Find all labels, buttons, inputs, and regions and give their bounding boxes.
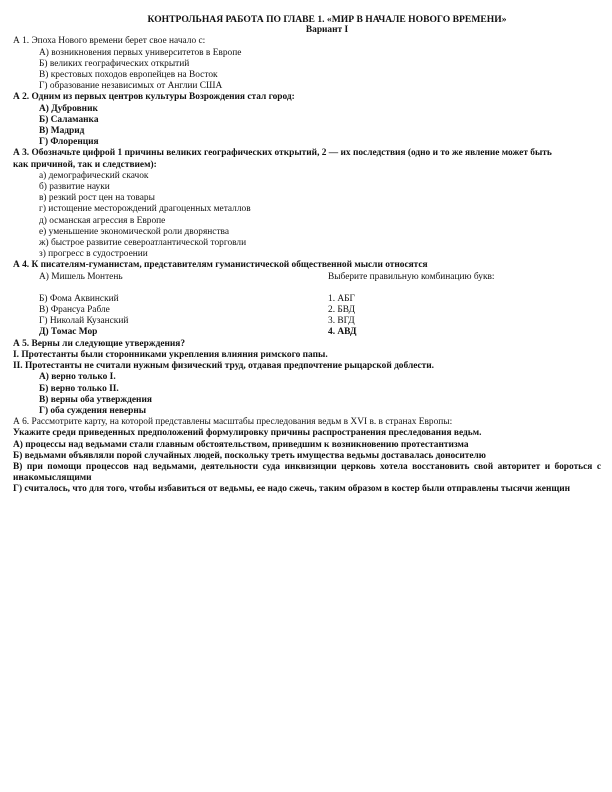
question-a3: [13, 148, 601, 260]
statement-1: I. Протестанты были сторонниками укрепления влияния римского папы.: [13, 349, 328, 360]
answer-option: е) уменьшение экономической роли дворянства: [39, 226, 230, 237]
question-a4-row: [13, 294, 601, 305]
answer-option: В) Франсуа Рабле: [39, 305, 110, 316]
worksheet-page: [13, 14, 601, 496]
answer-option: В) верны оба утверждения: [39, 394, 152, 405]
answer-option: а) демографический скачок: [39, 170, 149, 181]
question-a3-text-line1: А 3. Обозначьте цифрой 1 причины великих географических открытий, 2 — их последствия (одно и то же явление может быть: [13, 148, 552, 159]
question-a4-row: [13, 305, 601, 316]
answer-option: В) крестовых походов европейцев на Восток: [39, 70, 218, 81]
answer-option: Б) ведьмами объявляли порой случайных людей, поскольку треть имущества ведьмы доставалась доносителю: [13, 450, 486, 461]
question-a6: [13, 417, 601, 495]
question-a2: [13, 92, 601, 148]
question-a5-text: А 5. Верны ли следующие утверждения?: [13, 338, 186, 349]
question-a4-text: А 4. К писателям-гуманистам, представителям гуманистической общественной мысли относятся: [13, 260, 428, 271]
question-a2-text: А 2. Одним из первых центров культуры Возрождения стал город:: [13, 92, 295, 103]
answer-option: Г) оба суждения неверны: [39, 405, 147, 416]
answer-option: Б) Фома Аквинский: [39, 293, 119, 304]
answer-option: д) османская агрессия в Европе: [39, 215, 166, 226]
blank-line: [13, 283, 601, 294]
answer-option: Г) считалось, что для того, чтобы избавиться от ведьмы, ее надо сжечь, таким образом в костер были отправлены тысячи женщин: [13, 484, 571, 495]
answer-option: Б) верно только II.: [39, 383, 119, 394]
answer-option: А) верно только I.: [39, 372, 116, 383]
question-a4-row: [13, 316, 601, 327]
answer-option: Г) Флоренция: [39, 137, 99, 148]
answer-option: А) Дубровник: [39, 103, 98, 114]
question-a4: [13, 260, 601, 338]
answer-option: Г) Николай Кузанский: [39, 316, 129, 327]
combination-option: 1. АБГ: [328, 293, 355, 304]
answer-option: А) возникновения первых университетов в Европе: [39, 47, 242, 58]
page-title: КОНТРОЛЬНАЯ РАБОТА ПО ГЛАВЕ 1. «МИР В НАЧАЛЕ НОВОГО ВРЕМЕНИ»: [147, 14, 507, 25]
answer-option: б) развитие науки: [39, 182, 110, 193]
answer-option: Б) великих географических открытий: [39, 58, 190, 69]
answer-option: ж) быстрое развитие североатлантической торговли: [39, 238, 247, 249]
answer-option: В) Мадрид: [39, 126, 85, 137]
variant-label: Вариант I: [305, 25, 349, 36]
question-a5: [13, 339, 601, 417]
question-a1-text: А 1. Эпоха Нового времени берет свое начало с:: [13, 36, 206, 47]
answer-option: г) истощение месторождений драгоценных металлов: [39, 204, 251, 215]
question-a4-row: [13, 327, 601, 338]
answer-option: А) Мишель Монтень: [39, 271, 123, 282]
combination-option: 2. БВД: [328, 305, 356, 316]
answer-option: Д) Томас Мор: [39, 327, 98, 338]
answer-option: В) при помощи процессов над ведьмами, деятельности суда инквизиции церковь хотела восстановить свой авторитет и бороться с инакомыслящими: [13, 461, 601, 484]
combination-prompt: Выберите правильную комбинацию букв:: [328, 271, 495, 282]
answer-option: А) процессы над ведьмами стали главным обстоятельством, приведшим к возникновению протестантизма: [13, 439, 469, 450]
answer-option: з) прогресс в судостроении: [39, 249, 148, 260]
question-a6-prompt: Укажите среди приведенных предположений формулировку причины распространения преследования ведьм.: [13, 428, 482, 439]
statement-2: II. Протестанты не считали нужным физический труд, отдавая предпочтение рыцарской доблести.: [13, 361, 434, 372]
question-a3-text-line2: как причиной, так и следствием):: [13, 159, 157, 170]
answer-option: Б) Саламанка: [39, 114, 99, 125]
question-a4-row: [13, 272, 601, 283]
question-a6-text: А 6. Рассмотрите карту, на которой представлены масштабы преследования ведьм в XVI в. в странах Европы:: [13, 417, 453, 428]
question-a1: [13, 36, 601, 92]
answer-option: в) резкий рост цен на товары: [39, 193, 155, 204]
answer-option: Г) образование независимых от Англии США: [39, 81, 223, 92]
combination-option: 3. ВГД: [328, 316, 355, 327]
combination-option: 4. АВД: [328, 327, 357, 338]
